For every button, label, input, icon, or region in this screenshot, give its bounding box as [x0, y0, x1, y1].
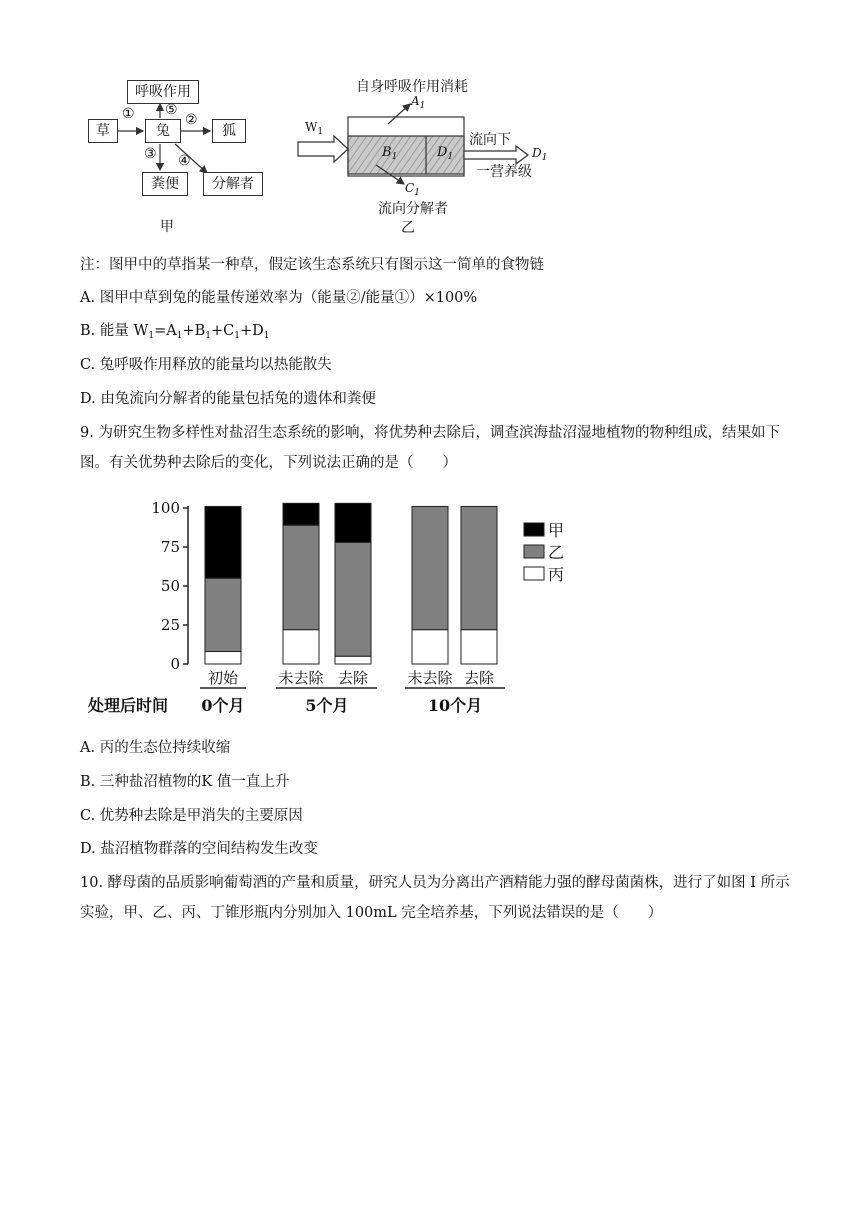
q9-option-b: B. 三种盐沼植物的K 值一直上升: [80, 774, 290, 790]
feces-box: 粪便: [142, 172, 188, 196]
figure-jia-caption: 甲: [160, 219, 174, 235]
flow-next-level-line1: 流向下: [469, 132, 511, 148]
bar-segment-丙: [283, 630, 319, 664]
w1-subscript: 1: [317, 127, 324, 137]
a1-subscript: 1: [419, 101, 426, 111]
w1-letter: W: [305, 120, 318, 134]
q9-option-a: A. 丙的生态位持续收缩: [80, 740, 231, 756]
category-label: 未去除: [278, 669, 324, 687]
bar-segment-乙: [412, 506, 448, 629]
bar-segment-甲: [205, 506, 241, 578]
q8-b-plus-d: +D: [240, 323, 264, 339]
b1-subscript: 1: [391, 152, 398, 162]
y-tick-label: 0: [170, 655, 180, 673]
rabbit-box: 兔: [145, 119, 181, 143]
q8-b-c-sub: 1: [234, 331, 241, 341]
arrow-label-3: ③: [144, 146, 157, 162]
respiration-box: 呼吸作用: [127, 80, 199, 104]
legend-label-甲: 甲: [548, 521, 565, 540]
q9-option-d: D. 盐沼植物群落的空间结构发生改变: [80, 841, 318, 857]
group-label: 5个月: [305, 696, 349, 715]
q8-b-w-sub: 1: [148, 331, 155, 341]
grass-box: 草: [88, 119, 118, 143]
legend-swatch-甲: [524, 523, 544, 536]
q8-option-a: A. 图甲中草到兔的能量传递效率为（能量②/能量①）×100%: [80, 290, 478, 306]
note-text: 注：图甲中的草指某一种草，假定该生态系统只有图示这一简单的食物链: [80, 257, 544, 273]
legend-label-丙: 丙: [548, 565, 565, 584]
arrow-label-4: ④: [178, 153, 191, 169]
arrow-label-2: ②: [185, 112, 198, 128]
decomposer-box: 分解者: [203, 172, 263, 196]
q8-option-c: C. 兔呼吸作用释放的能量均以热能散失: [80, 357, 332, 373]
category-label: 初始: [207, 669, 239, 687]
d1-box-subscript: 1: [447, 152, 454, 162]
legend-swatch-乙: [524, 545, 544, 558]
y-tick-label: 75: [160, 538, 180, 556]
group-label: 0个月: [201, 696, 245, 715]
y-tick-label: 100: [151, 499, 180, 517]
bar-segment-乙: [205, 578, 241, 651]
x-axis-label: 处理后时间: [88, 696, 169, 715]
legend-swatch-丙: [524, 567, 544, 580]
y-tick-label: 50: [160, 577, 180, 595]
q8-option-d: D. 由兔流向分解者的能量包括兔的遗体和粪便: [80, 391, 376, 407]
bar-segment-甲: [283, 503, 319, 525]
q8-b-prefix: B. 能量 W: [80, 323, 149, 339]
q9-option-c: C. 优势种去除是甲消失的主要原因: [80, 808, 303, 824]
q10-stem: 10. 酵母菌的品质影响葡萄酒的产量和质量，研究人员为分离出产酒精能力强的酵母菌菌株，进行了如图 I 所示实验，甲、乙、丙、丁锥形瓶内分别加入 100mL 完全培养基，下列说法错误的是（ ）: [80, 875, 790, 921]
d1-out-subscript: 1: [541, 153, 548, 163]
legend-label-乙: 乙: [548, 543, 565, 562]
d1-box-letter: D: [437, 145, 448, 160]
fox-box: 狐: [212, 119, 246, 143]
q8-b-plus-b: +B: [182, 323, 206, 339]
category-label: 去除: [337, 669, 369, 687]
group-label: 10个月: [427, 696, 483, 715]
d1-out-letter: D: [532, 146, 542, 160]
q8-b-eq: =A: [154, 323, 177, 339]
bar-segment-乙: [335, 542, 371, 656]
q8-b-b-sub: 1: [205, 331, 212, 341]
bar-segment-乙: [461, 506, 497, 629]
q8-b-a-sub: 1: [176, 331, 183, 341]
b1-letter: B: [382, 145, 392, 160]
respiration-consumption-label: 自身呼吸作用消耗: [356, 79, 468, 95]
y-tick-label: 25: [160, 616, 180, 634]
q9-stem: 9. 为研究生物多样性对盐沼生态系统的影响，将优势种去除后，调查滨海盐沼湿地植物的物种组成，结果如下图。有关优势种去除后的变化，下列说法正确的是（ ）: [80, 425, 780, 471]
category-label: 未去除: [407, 669, 453, 687]
flow-decomposer-label: 流向分解者: [378, 201, 448, 217]
flow-next-level-line2: 一营养级: [476, 164, 532, 180]
a1-letter: A: [411, 94, 420, 108]
bar-segment-丙: [205, 652, 241, 664]
bar-segment-丙: [335, 656, 371, 664]
bar-segment-丙: [461, 630, 497, 664]
figure-yi-caption: 乙: [401, 220, 415, 236]
c1-letter: C: [405, 181, 415, 195]
category-label: 去除: [463, 669, 495, 687]
q8-b-d-sub: 1: [263, 331, 270, 341]
bar-segment-丙: [412, 630, 448, 664]
arrow-label-1: ①: [122, 106, 135, 122]
bar-segment-甲: [335, 503, 371, 542]
arrow-label-5: ⑤: [165, 102, 178, 118]
q8-b-plus-c: +C: [211, 323, 235, 339]
c1-subscript: 1: [414, 188, 420, 198]
bar-segment-乙: [283, 525, 319, 630]
